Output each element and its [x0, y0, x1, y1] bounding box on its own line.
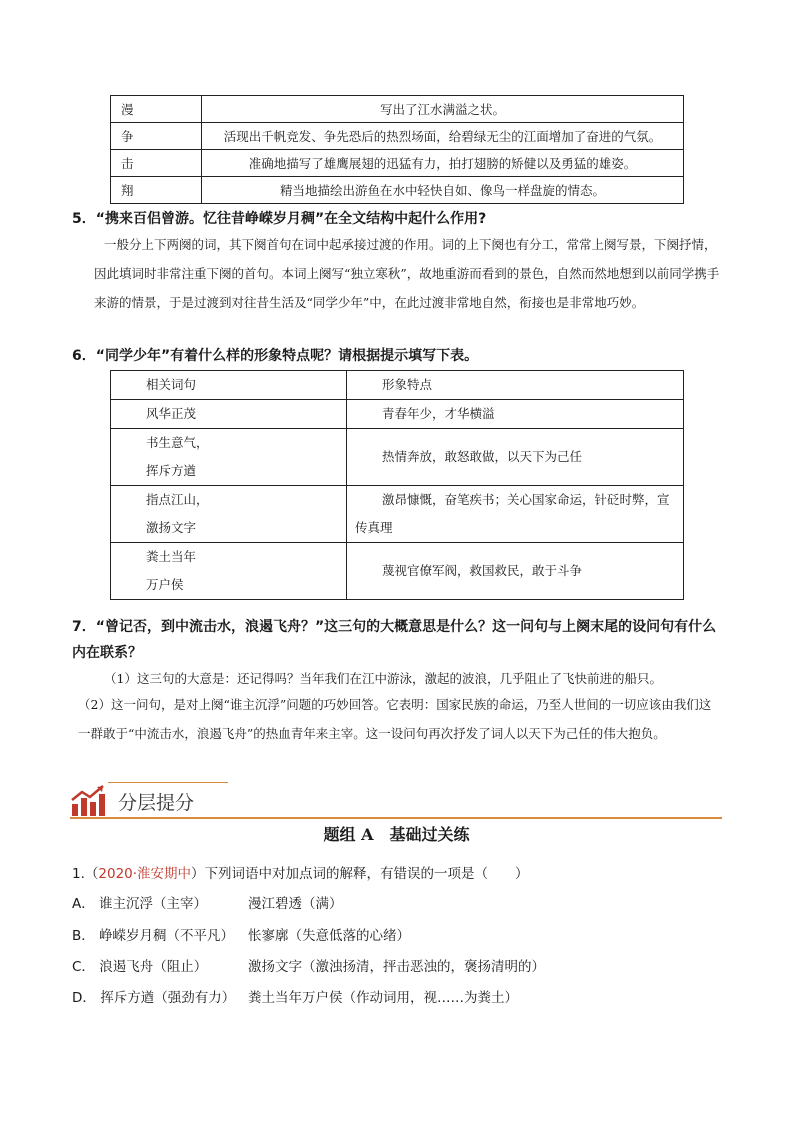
table-cell-meaning: 写出了江水满溢之状。: [202, 96, 684, 123]
table-cell-meaning: 准确地描写了雄鹰展翅的迅猛有力，拍打翅膀的矫健以及勇猛的雄姿。: [202, 150, 684, 177]
option-label: B．: [72, 928, 95, 944]
table-cell-meaning: 精当地描绘出游鱼在水中轻快自如、像鸟一样盘旋的情态。: [202, 177, 684, 204]
section-title: 分层提分: [118, 792, 195, 814]
option-item-1: 浪遏飞舟（阻止）: [99, 959, 208, 975]
question-number: 1.（: [72, 866, 99, 882]
question-7: 7．“曾记否，到中流击水，浪遏飞舟？”这三句的大概意思是什么？这一问句与上阕末尾的设问句有什么内在联系？: [72, 619, 717, 661]
option-item-1: 挥斥方遒（强劲有力）: [100, 990, 236, 1006]
table-row: [111, 150, 684, 177]
section-header: [70, 780, 722, 820]
phrase-line: 书生意气，: [146, 435, 209, 450]
word-analysis-table: [110, 95, 684, 204]
table-cell-word: 争: [111, 123, 202, 150]
option-item-1: 谁主沉浮（主宰）: [99, 896, 208, 912]
trait-line: 传真理: [355, 520, 393, 535]
table-row: [111, 177, 684, 204]
table-cell-word: 翔: [111, 177, 202, 204]
table-cell: 蔑视官僚军阀，救国救民，敢于斗争: [347, 543, 684, 600]
option-item-2: 粪土当年万户侯（作动词用，视……为粪土）: [248, 990, 518, 1006]
table-cell: [111, 429, 347, 486]
table-row: [111, 371, 684, 400]
table-row: [111, 486, 684, 543]
option-item-1: 峥嵘岁月稠（不平凡）: [99, 928, 235, 944]
phrase-line: 激扬文字: [146, 520, 197, 535]
table-cell: 风华正茂: [111, 400, 347, 429]
trait-line: 激昂慷慨，奋笔疾书；关心国家命运，针砭时弊，宣: [382, 492, 670, 507]
answer-7-part-1: （1）这三句的大意是：还记得吗？当年我们在江中游泳，激起的波浪，几乎阻止了飞快前进的船只。: [104, 671, 662, 686]
option-item-2: 激扬文字（激浊扬清，抨击恶浊的，褒扬清明的）: [248, 959, 545, 975]
image-traits-table: [110, 370, 684, 600]
answer-7-part-2: （2）这一问句，是对上阕“谁主沉浮”问题的巧妙回答。它表明：国家民族的命运，乃至人世间的一切应该由我们这一群敢于“中流击水，浪遏飞舟”的热血青年来主宰。这一设问句再次抒发了词人以天下为己任的伟大抱负。: [78, 697, 712, 741]
bar-chart-trend-icon: [70, 784, 106, 816]
phrase-line: 指点江山，: [146, 492, 209, 507]
table-cell: 青春年少，才华横溢: [347, 400, 684, 429]
table-cell: 热情奔放，敢怒敢做，以天下为己任: [347, 429, 684, 486]
option-label: D．: [72, 990, 96, 1006]
option-d: [72, 986, 518, 1006]
table-row: [111, 429, 684, 486]
option-item-2: 漫江碧透（满）: [248, 896, 343, 912]
question-stem: ）下列词语中对加点词的解释，有错误的一项是（ ）: [191, 866, 529, 882]
phrase-line: 挥斥方遒: [146, 463, 197, 478]
answer-5: 一般分上下两阕的词，其下阕首句在词中起承接过渡的作用。词的上下阕也有分工，常常上阕写景，下阕抒情，因此填词时非常注重下阕的首句。本词上阕写“独立寒秋”，故地重游而看到的景色，自然而然地想到以前同学携手来游的情景，于是过渡到对往昔生活及“同学少年”中，在此过渡非常地自然，衔接也是非常地巧妙。: [94, 237, 720, 310]
option-a: [72, 892, 343, 912]
mc-question-1: [72, 862, 529, 882]
option-label: C．: [72, 959, 95, 975]
option-item-2: 怅寥廓（失意低落的心绪）: [248, 928, 410, 944]
phrase-line: 万户侯: [146, 577, 184, 592]
group-title: 题组 A 基础过关练: [323, 825, 470, 844]
table-cell: [111, 486, 347, 543]
table-cell-meaning: 活现出千帆竞发、争先恐后的热烈场面，给碧绿无尘的江面增加了奋进的气氛。: [202, 123, 684, 150]
question-6: 6．“同学少年”有着什么样的形象特点呢？请根据提示填写下表。: [72, 348, 479, 364]
option-label: A．: [72, 896, 95, 912]
question-5: 5．“携来百侣曾游。忆往昔峥嵘岁月稠”在全文结构中起什么作用?: [72, 211, 487, 227]
table-row: [111, 543, 684, 600]
phrase-line: 粪土当年: [146, 549, 197, 564]
question-source: 2020·淮安期中: [98, 866, 192, 882]
option-b: [72, 924, 410, 944]
divider: [70, 817, 722, 819]
table-row: [111, 96, 684, 123]
divider: [108, 782, 228, 783]
option-c: [72, 955, 545, 975]
table-header-cell: 形象特点: [347, 371, 684, 400]
table-header-cell: 相关词句: [111, 371, 347, 400]
table-row: [111, 400, 684, 429]
table-row: [111, 123, 684, 150]
table-cell: [111, 543, 347, 600]
table-cell: [347, 486, 684, 543]
table-cell-word: 漫: [111, 96, 202, 123]
table-cell-word: 击: [111, 150, 202, 177]
